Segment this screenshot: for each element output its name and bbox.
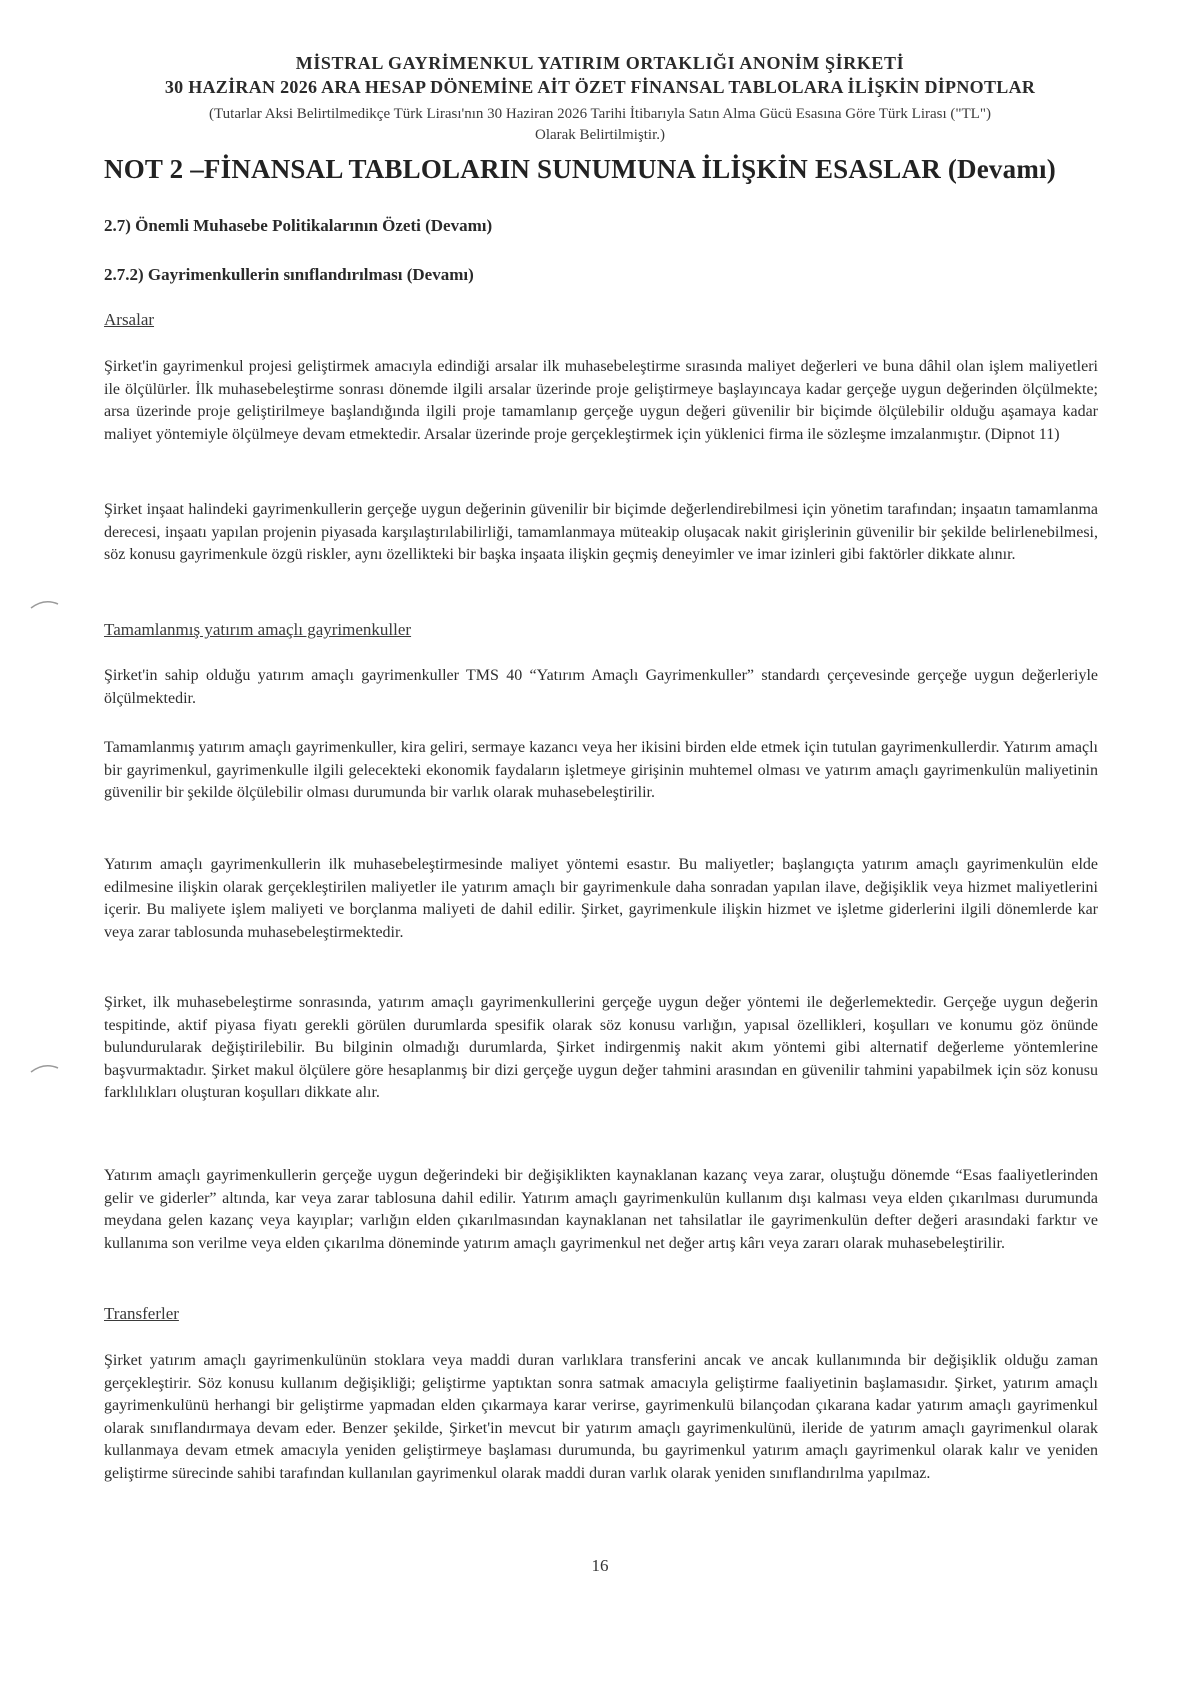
paragraph-tamamlanmis-3: Yatırım amaçlı gayrimenkullerin ilk muhasebeleştirmesinde maliyet yöntemi esastır. Bu maliyetler; başlangıçta yatırım amaçlı gayrimenkulün elde edilmesine ilişkin olarak gerçekleştirilen maliyetler ile yatırım amaçlı bir gayrimenkule daha sonradan yapılan ilave, değişiklik veya hizmet maliyetlerini içerir. Bu maliyete işlem maliyeti ve borçlanma maliyeti de dahil edilir. Şirket, gayrimenkule ilişkin hizmet ve işletme giderlerini ilgili dönemlerde kar veya zarar tablosunda muhasebeleştirmektedir. [104, 856, 1098, 941]
paragraph-tamamlanmis-1: Şirket'in sahip olduğu yatırım amaçlı gayrimenkuller TMS 40 “Yatırım Amaçlı Gayrimenkuller” standardı çerçevesinde gerçeğe uygun değerleriyle ölçülmektedir. [104, 667, 1098, 707]
subheading-transferler: Transferler [104, 1304, 179, 1323]
section-heading-2-7: 2.7) Önemli Muhasebe Politikalarının Özeti (Devamı) [104, 216, 493, 235]
currency-note-line-2: Olarak Belirtilmiştir.) [535, 127, 665, 143]
report-period-title: 30 HAZİRAN 2026 ARA HESAP DÖNEMİNE AİT ÖZET FİNANSAL TABLOLARA İLİŞKİN DİPNOTLAR [164, 77, 1036, 97]
currency-note [100, 104, 1100, 146]
paragraph-tamamlanmis-5: Yatırım amaçlı gayrimenkullerin gerçeğe uygun değerindeki bir değişiklikten kaynaklanan kazanç veya zarar, oluştuğu dönemde “Esas faaliyetlerinden gelir ve giderler” altında, kar veya zarar tablosuna dahil edilir. Yatırım amaçlı gayrimenkulün kullanım dışı kalması veya elden çıkarılması durumunda meydana gelen kazanç veya kayıplar; varlığın elden çıkarılmasından kaynaklanan net tahsilatlar ile gayrimenkulün defter değeri arasındaki farktır ve kullanıma son verilme veya elden çıkarılma döneminde yatırım amaçlı gayrimenkul net değer artış kârı veya zararı olarak muhasebeleştirilir. [104, 1167, 1098, 1252]
note-title: NOT 2 –FİNANSAL TABLOLARIN SUNUMUNA İLİŞKİN ESASLAR (Devamı) [104, 154, 1056, 184]
paragraph-tamamlanmis-2: Tamamlanmış yatırım amaçlı gayrimenkuller, kira geliri, sermaye kazancı veya her ikisini birden elde etmek için tutulan gayrimenkullerdir. Yatırım amaçlı bir gayrimenkul, gayrimenkulle ilgili gelecekteki ekonomik faydaların işletmeye girişinin muhtemel olması ve yatırım amaçlı gayrimenkulün maliyetinin güvenilir bir şekilde ölçülebilir olması durumunda bir varlık olarak muhasebeleştirilir. [104, 739, 1098, 801]
paragraph-arsalar-1: Şirket'in gayrimenkul projesi geliştirmek amacıyla edindiği arsalar ilk muhasebeleştirme sırasında maliyet değerleri ve buna dâhil olan işlem maliyetleri ile ölçülürler. İlk muhasebeleştirme sonrası dönemde ilgili arsalar üzerinde proje geliştirmeye başlayıncaya kadar gerçeğe uygun değerinden ölçülmekte; arsa üzerinde proje geliştirilmeye başlandığında ilgili proje tamamlanıp gerçeğe uygun değeri güvenilir bir biçimde ölçülebilir olduğu aşamaya kadar maliyet yöntemiyle ölçülmeye devam etmektedir. Arsalar üzerinde proje gerçekleştirmek için yüklenici firma ile sözleşme imzalanmıştır. (Dipnot 11) [104, 358, 1098, 443]
subheading-arsalar: Arsalar [104, 310, 155, 329]
paragraph-tamamlanmis-4: Şirket, ilk muhasebeleştirme sonrasında, yatırım amaçlı gayrimenkullerini gerçeğe uygun değer yöntemi ile değerlemektedir. Gerçeğe uygun değerin tespitinde, aktif piyasa fiyatı gerekli görülen durumlarda spesifik olarak söz konusu varlığın, yapısal özellikleri, koşulları ve konumu göz önünde bulundurularak değiştirilebilir. Bu bilginin olmadığı durumlarda, Şirket indirgenmiş nakit akım yöntemi gibi alternatif değerleme yöntemlerine başvurmaktadır. Şirket makul ölçülere göre hesaplanmış bir dizi gerçeğe uygun değer tahmini arasından en güvenilir tahmini yapabilmek için söz konusu farklılıkları oluşturan koşulları dikkate alır. [104, 994, 1098, 1101]
paragraph-arsalar-2: Şirket inşaat halindeki gayrimenkullerin gerçeğe uygun değerinin güvenilir bir biçimde değerlendirebilmesi için yönetim tarafından; inşaatın tamamlanma derecesi, inşaatı yapılan projenin piyasada karşılaştırılabilirliği, tamamlanmaya müteakip oluşacak nakit girişlerinin güvenilir bir şekilde belirlenebilmesi, söz konusu gayrimenkule özgü riskler, aynı özellikteki bir başka inşaata ilişkin geçmiş deneyimler ve imar izinleri gibi faktörler dikkate alınır. [104, 501, 1098, 563]
punch-hole-mark-bottom [30, 1060, 60, 1074]
page-number: 16 [591, 1556, 609, 1575]
currency-note-line-1: (Tutarlar Aksi Belirtilmedikçe Türk Lirası'nın 30 Haziran 2026 Tarihi İtibarıyla Satın Alma Gücü Esasına Göre Türk Lirası ("TL") [209, 106, 991, 122]
paragraph-transferler-1: Şirket yatırım amaçlı gayrimenkulünün stoklara veya maddi duran varlıklara transferini ancak ve ancak kullanımında bir değişiklik olduğu zaman gerçekleştirir. Söz konusu kullanım değişikliği; geliştirme yaptıktan sonra satmak amacıyla geliştirme faaliyetinin başlamasıdır. Şirket, yatırım amaçlı gayrimenkulünü herhangi bir geliştirme yapmadan elden çıkarmaya karar verirse, gayrimenkulü bilançodan çıkarana kadar yatırım amaçlı gayrimenkul olarak sınıflandırmaya devam eder. Benzer şekilde, Şirket'in mevcut bir yatırım amaçlı gayrimenkulünü, ileride de yatırım amaçlı gayrimenkul olarak kullanmaya devam etmek amacıyla yeniden geliştirmeye başlaması durumunda, bu gayrimenkul yatırım amaçlı gayrimenkul olarak kalır ve yeniden geliştirme sürecinde sahibi tarafından kullanılan gayrimenkul olarak maddi duran varlık olarak yeniden sınıflandırılma yapılmaz. [104, 1352, 1098, 1482]
subheading-tamamlanmis: Tamamlanmış yatırım amaçlı gayrimenkuller [104, 620, 412, 639]
section-heading-2-7-2: 2.7.2) Gayrimenkullerin sınıflandırılması (Devamı) [104, 265, 474, 284]
company-name: MİSTRAL GAYRİMENKUL YATIRIM ORTAKLIĞI ANONİM ŞİRKETİ [295, 53, 905, 73]
punch-hole-mark-top [30, 596, 60, 610]
document-header [100, 52, 1100, 146]
